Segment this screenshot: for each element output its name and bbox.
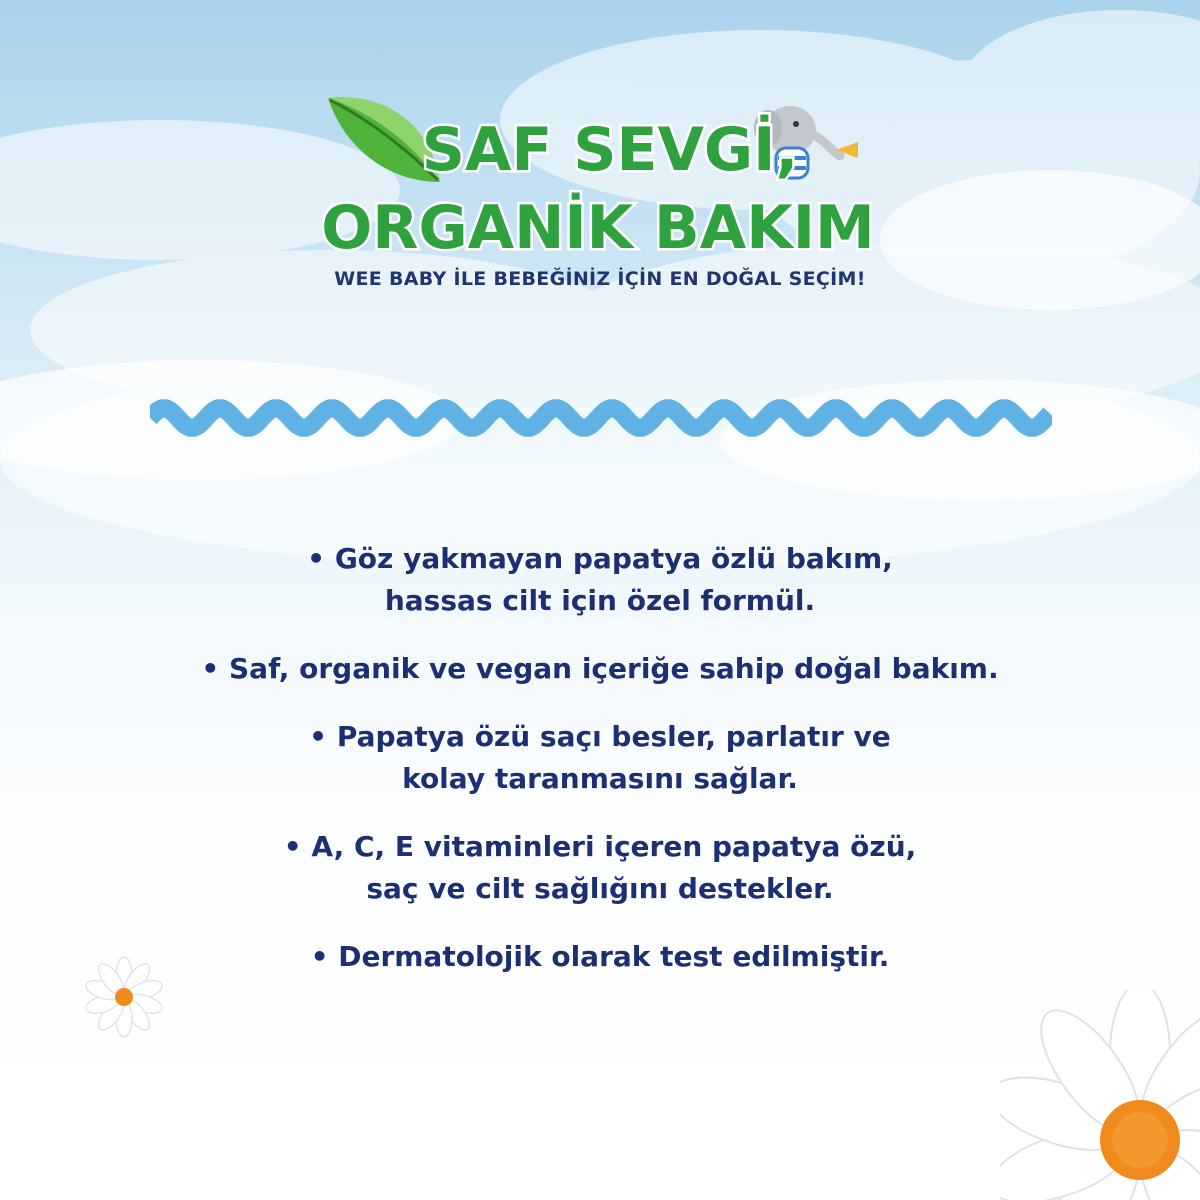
subtitle: WEE BABY İLE BEBEĞİNİZ İÇİN EN DOĞAL SEÇİM! [334,268,866,290]
title-graphic [0,0,1200,270]
feature-item: • Papatya özü saçı besler, parlatır ve kolay taranmasını sağlar. [309,720,891,795]
wave-stroke [150,408,1050,428]
header [0,0,1200,320]
feature-list [100,538,1100,1004]
daisy-icon [1000,990,1200,1200]
feature-item: • A, C, E vitaminleri içeren papatya özü, saç ve cilt sağlığını destekler. [283,830,917,905]
feature-item: • Saf, organik ve vegan içeriğe sahip doğal bakım. [201,652,999,685]
feature-item: • Dermatolojik olarak test edilmiştir. [310,940,890,973]
feature-item: • Göz yakmayan papatya özlü bakım, hassas cilt için özel formül. [307,542,893,617]
daisy-icon [82,955,166,1039]
wave-divider [150,396,1052,440]
title-line-2: ORGANİK BAKIM [321,193,875,263]
title-line-1: SAF SEVGİ, [421,115,799,185]
